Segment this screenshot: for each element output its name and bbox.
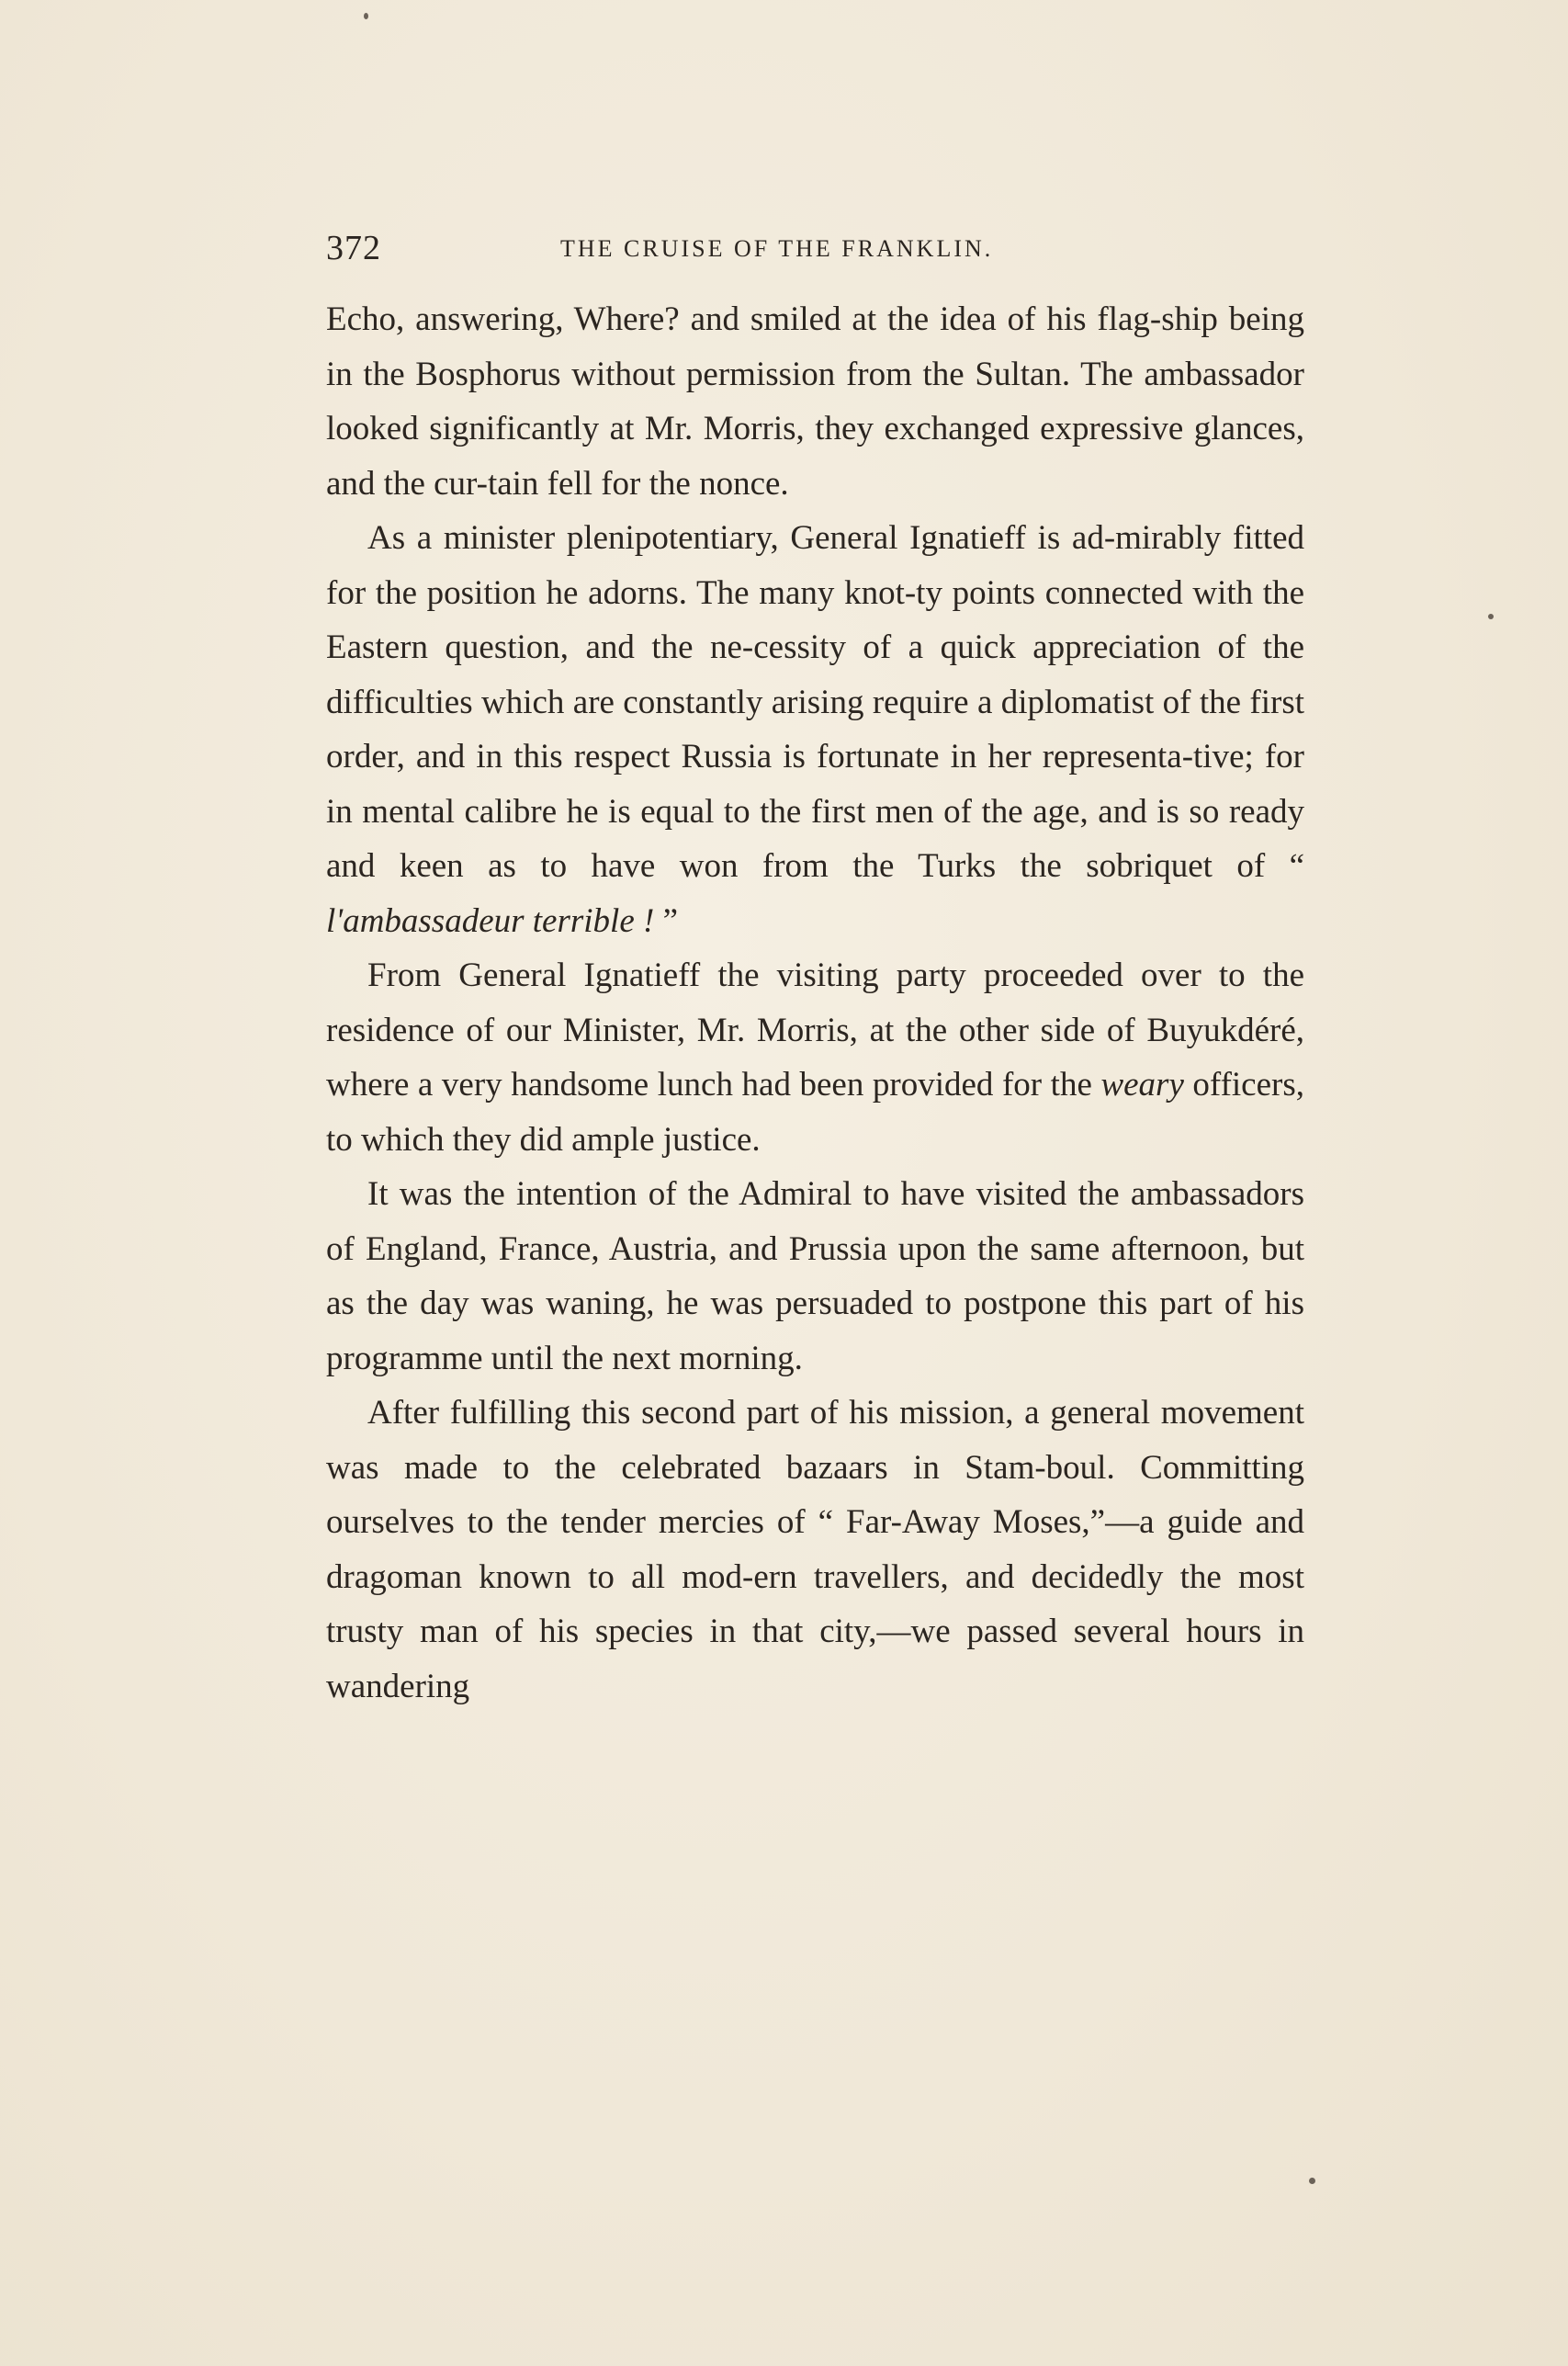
paper-speck <box>1488 614 1494 619</box>
body-text <box>326 292 1304 1714</box>
paragraph-5: After fulfilling this second part of his mission, a general movement was made to the celebrated bazaars in Stam-boul. Committing ourselves to the tender mercies of “ Far-Away Moses,”—a guide and dragoman known to all mod-ern travellers, and decidedly the most trusty man of his species in that city,—we passed several hours in wandering <box>326 1394 1304 1705</box>
italic-phrase: l'ambassadeur terrible ! <box>326 901 655 940</box>
page-header <box>326 228 1304 274</box>
paragraph-4: It was the intention of the Admiral to have visited the ambassadors of England, France, Austria, and Prussia upon the same afternoon, but as the day was waning, he was persuaded to postpone this part of his programme until the next morning. <box>326 1175 1304 1377</box>
italic-word: weary <box>1100 1066 1184 1104</box>
paper-speck <box>1309 2178 1315 2184</box>
running-head: THE CRUISE OF THE FRANKLIN. <box>560 235 994 262</box>
page-number: 372 <box>326 229 381 267</box>
paragraph-1: Echo, answering, Where? and smiled at the idea of his flag-ship being in the Bosphorus without permission from the Sultan. The ambassador looked significantly at Mr. Morris, they exchanged expressive glances, and the cur-tain fell for the nonce. <box>326 300 1304 503</box>
paragraph-3: From General Ignatieff the visiting party proceeded over to the residence of our Minister, Mr. Morris, at the other side of Buyukdéré, where a very handsome lunch had been provided for the weary officers, to which they did ample justice. <box>326 957 1304 1159</box>
paper-speck <box>364 13 368 19</box>
paragraph-2: As a minister plenipotentiary, General Ignatieff is ad-mirably fitted for the position he adorns. The many knot-ty points connected with the Eastern question, and the ne-cessity of a quick appreciation of the difficulties which are constantly arising require a diplomatist of the first order, and in this respect Russia is fortunate in her representa-tive; for in mental calibre he is equal to the first men of the age, and is so ready and keen as to have won from the Turks the sobriquet of “ l'ambassadeur terrible ! ” <box>326 519 1304 940</box>
